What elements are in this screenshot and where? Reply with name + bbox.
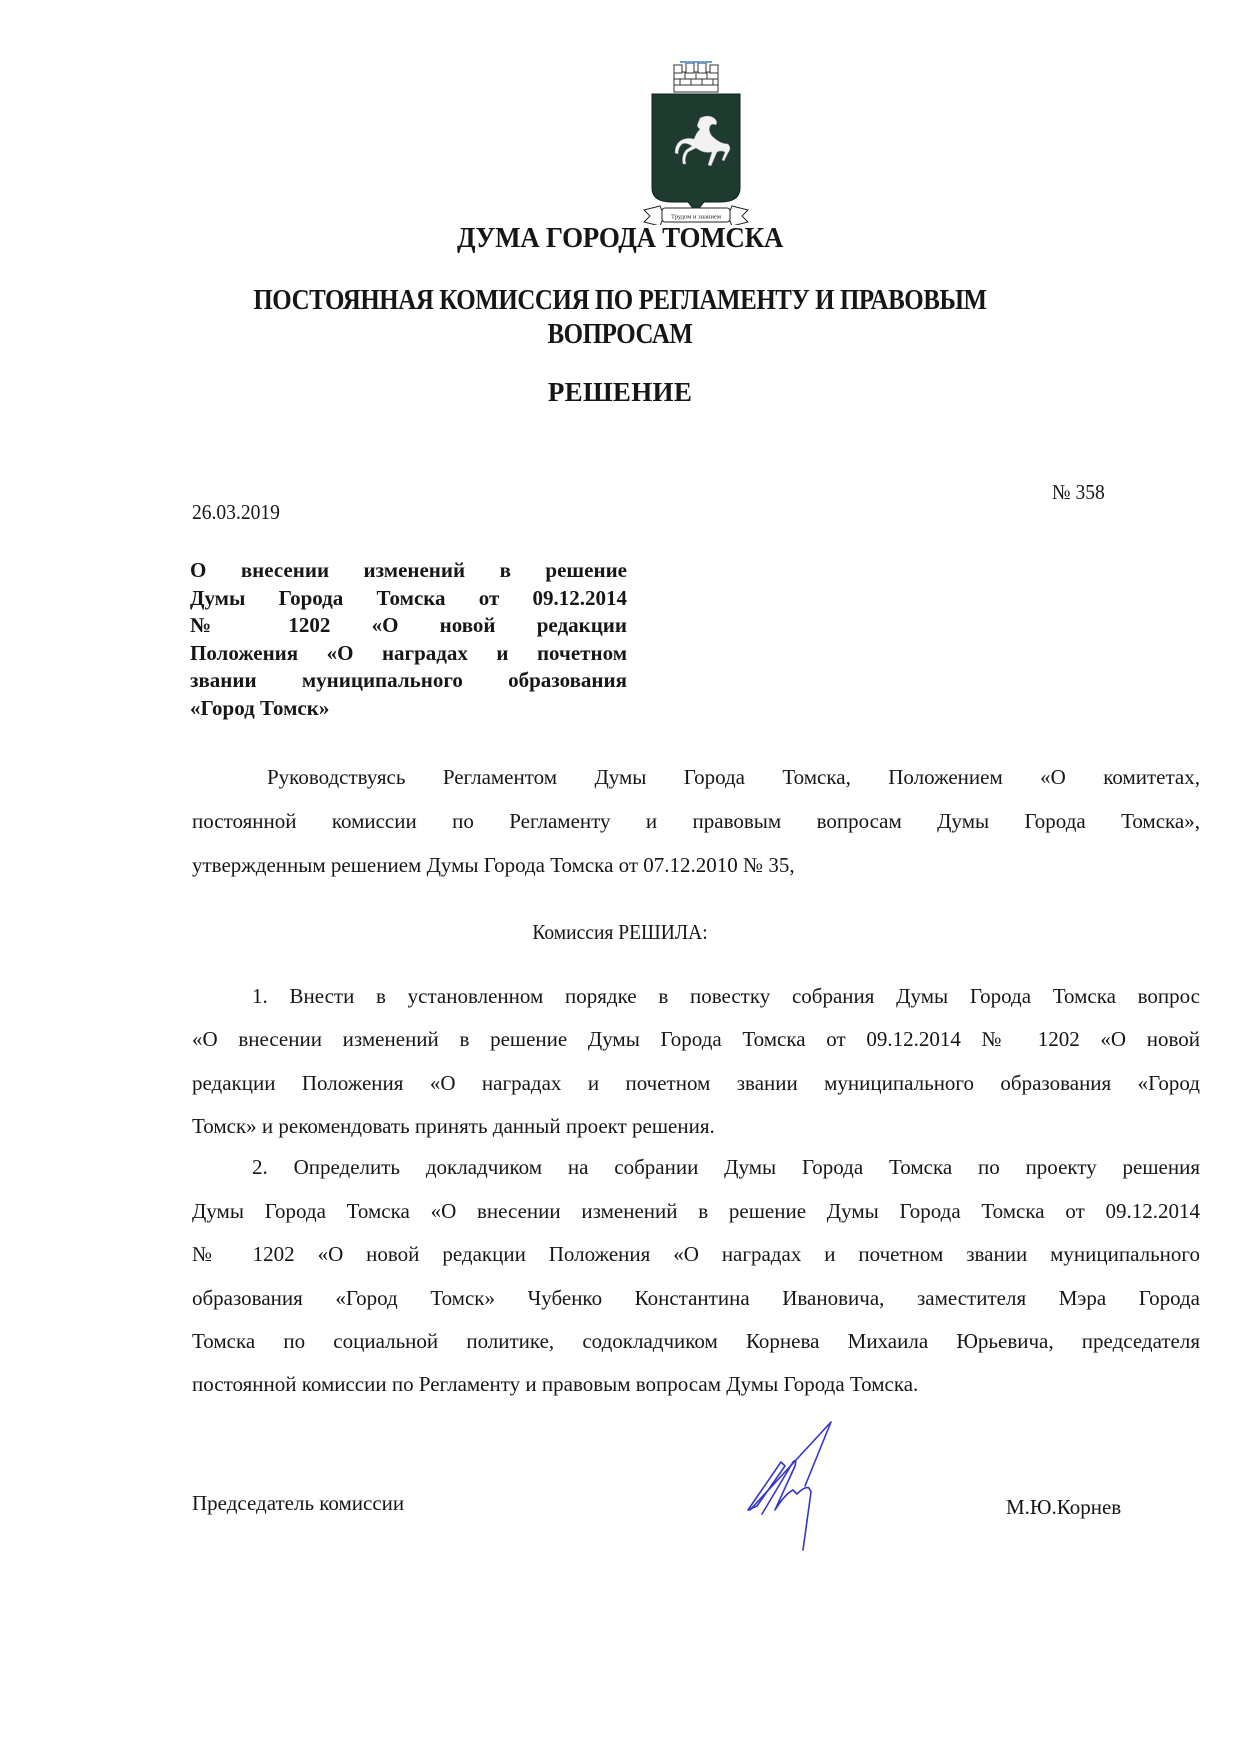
organization-title: ДУМА ГОРОДА ТОМСКА <box>456 222 784 254</box>
subject-line: «Город Томск» <box>190 695 330 720</box>
item-line: «О внесении изменений в решение Думы Города Томска от 09.12.2014 № 1202 «О новой <box>192 1027 1200 1051</box>
committee-title-line-1: ПОСТОЯННАЯ КОМИССИЯ ПО РЕГЛАМЕНТУ И ПРАВОВЫМ <box>253 284 987 316</box>
document-type-heading: РЕШЕНИЕ <box>547 377 693 407</box>
document-subject <box>190 557 627 722</box>
committee-title-line-2: ВОПРОСАМ <box>547 318 693 350</box>
preamble-line: утвержденным решением Думы Города Томска от 07.12.2010 № 35, <box>192 853 795 877</box>
subject-line: Положения «О наградах и почетном <box>190 640 627 665</box>
item-line: Думы Города Томска «О внесении изменений в решение Думы Города Томска от 09.12.2014 <box>192 1199 1200 1223</box>
subject-line: О внесении изменений в решение <box>190 558 627 582</box>
coat-of-arms-icon <box>640 60 752 225</box>
preamble-line: Руководствуясь Регламентом Думы Города Томска, Положением «О комитетах, <box>267 765 1200 789</box>
item-line: 1. Внести в установленном порядке в повестку собрания Думы Города Томска вопрос <box>252 984 1200 1008</box>
svg-text:Трудом и знанием: Трудом и знанием <box>671 213 721 221</box>
item-line: образования «Город Томск» Чубенко Константина Ивановича, заместителя Мэра Города <box>192 1286 1200 1310</box>
signer-name: М.Ю.Корнев <box>1006 1495 1122 1519</box>
item-line: Томск» и рекомендовать принять данный проект решения. <box>192 1114 715 1138</box>
item-line: № 1202 «О новой редакции Положения «О наградах и почетном звании муниципального <box>192 1242 1200 1266</box>
item-line: 2. Определить докладчиком на собрании Думы Города Томска по проекту решения <box>252 1155 1200 1179</box>
subject-line: № 1202 «О новой редакции <box>190 613 627 637</box>
subject-line: Думы Города Томска от 09.12.2014 <box>190 585 627 610</box>
item-line: редакции Положения «О наградах и почетном звании муниципального образования «Город <box>192 1071 1200 1095</box>
document-number: № 358 <box>1052 480 1105 504</box>
document-date: 26.03.2019 <box>192 500 280 524</box>
subject-line: звании муниципального образования <box>190 668 627 692</box>
preamble-line: постоянной комиссии по Регламенту и правовым вопросам Думы Города Томска», <box>192 809 1200 833</box>
decision-label: Комиссия РЕШИЛА: <box>532 920 708 944</box>
item-line: Томска по социальной политике, содокладчиком Корнева Михаила Юрьевича, председателя <box>192 1329 1200 1353</box>
handwritten-signature-icon <box>745 1414 837 1554</box>
item-line: постоянной комиссии по Регламенту и правовым вопросам Думы Города Томска. <box>192 1372 919 1396</box>
signer-title: Председатель комиссии <box>192 1491 405 1515</box>
